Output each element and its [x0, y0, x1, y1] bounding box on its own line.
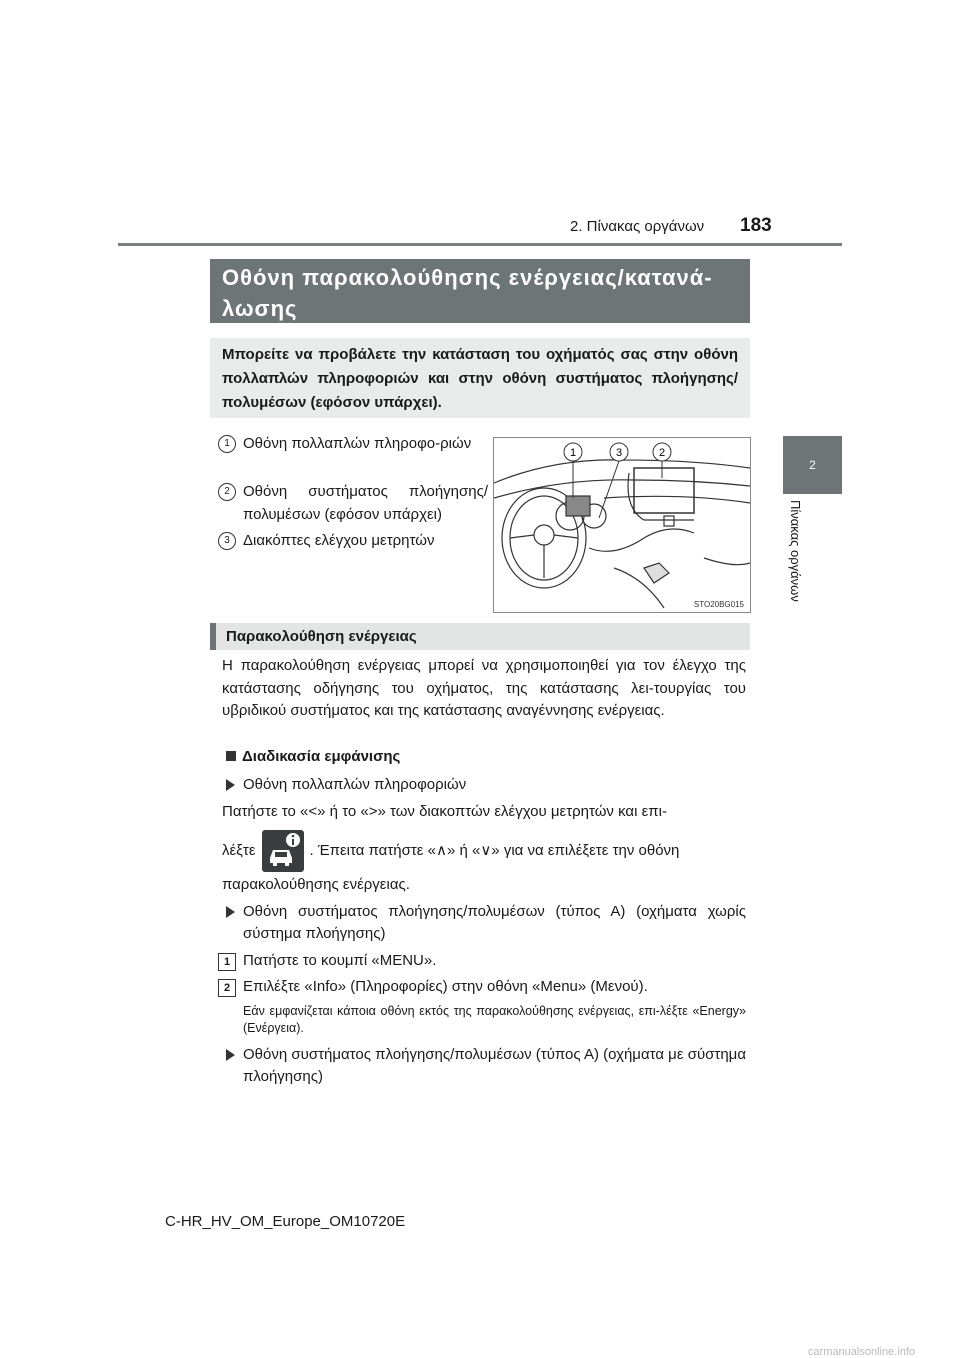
- chapter-header: 2. Πίνακας οργάνων: [570, 218, 705, 235]
- procedure-item: [226, 1044, 746, 1088]
- instruction-text: . Έπειτα πατήστε «∧» ή «∨» για να επιλέξετε την οθόνη: [309, 842, 680, 859]
- intro-text: Μπορείτε να προβάλετε την κατάσταση του οχήματός σας στην οθόνη πολλαπλών πληροφοριών και στην οθόνη συστήματος πλοήγησης/πολυμέσων (εφόσον υπάρχει).: [210, 338, 750, 418]
- step-number: 1: [218, 953, 236, 971]
- site-watermark: carmanualsonline.info: [808, 1346, 916, 1358]
- triangle-bullet-icon: [226, 906, 235, 918]
- legend-number: 1: [218, 435, 236, 453]
- chapter-tab-label-wrap: [788, 500, 838, 620]
- section-paragraph: Η παρακολούθηση ενέργειας μπορεί να χρησιμοποιηθεί για τον έλεγχο της κατάστασης οδήγησης του οχήματος, της κατάστασης λει-τουργίας του υβριδικού συστήματος και της κατάστασης αναγέννησης ενέργειας.: [222, 657, 746, 719]
- step-text: Πατήστε το κουμπί «MENU».: [243, 952, 437, 969]
- procedure-item: [226, 901, 746, 945]
- triangle-bullet-icon: [226, 779, 235, 791]
- page-title: Οθόνη παρακολούθησης ενέργειας/κατανά-λωσης: [210, 259, 750, 323]
- legend-number: 3: [218, 532, 236, 550]
- header-rule: [118, 243, 842, 246]
- energy-monitor-icon: [262, 830, 304, 872]
- legend-number: 2: [218, 483, 236, 501]
- procedure-item: [226, 774, 746, 796]
- square-bullet-icon: [226, 751, 236, 761]
- procedure-step: [218, 976, 746, 998]
- procedure-item-text: Οθόνη συστήματος πλοήγησης/πολυμέσων (τύπος Α) (οχήματα χωρίς σύστημα πλοήγησης): [243, 903, 746, 942]
- legend-item: [218, 529, 488, 552]
- instruction-text: λέξτε: [222, 842, 256, 859]
- triangle-bullet-icon: [226, 1049, 235, 1061]
- legend-text: Οθόνη πολλαπλών πληροφο-ριών: [243, 435, 472, 452]
- procedure-instruction-line: παρακολούθησης ενέργειας.: [222, 876, 410, 893]
- chapter-tab-label: Πίνακας οργάνων: [788, 500, 803, 602]
- dashboard-illustration: [494, 438, 750, 612]
- legend-text: Οθόνη συστήματος πλοήγησης/ πολυμέσων (εφόσον υπάρχει): [243, 483, 488, 523]
- procedure-heading: [226, 748, 400, 765]
- section-heading: Παρακολούθηση ενέργειας: [210, 623, 750, 650]
- step-text: Επιλέξτε «Info» (Πληροφορίες) στην οθόνη «Menu» (Μενού).: [243, 978, 648, 995]
- callout-label: 1: [569, 447, 577, 459]
- step-number: 2: [218, 979, 236, 997]
- page-number: 183: [740, 215, 772, 236]
- callout-label: 2: [658, 447, 666, 459]
- procedure-step: [218, 950, 746, 972]
- legend-item: [218, 480, 488, 526]
- legend-item: [218, 432, 488, 455]
- procedure-instruction-line: Πατήστε το «<» ή το «>» των διακοπτών ελέγχου μετρητών και επι-: [222, 803, 667, 820]
- procedure-note: Εάν εμφανίζεται κάποια οθόνη εκτός της παρακολούθησης ενέργειας, επι-λέξτε «Energy» (Ενέργεια).: [243, 1004, 746, 1035]
- callout-label: 3: [615, 447, 623, 459]
- procedure-item-text: Οθόνη συστήματος πλοήγησης/πολυμέσων (τύπος Α) (οχήματα με σύστημα πλοήγησης): [243, 1046, 746, 1085]
- figure-code: STO20BG015: [693, 600, 744, 609]
- procedure-heading-text: Διαδικασία εμφάνισης: [242, 748, 401, 765]
- manual-code: C-HR_HV_OM_Europe_OM10720E: [165, 1213, 406, 1230]
- chapter-tab: 2: [783, 436, 842, 494]
- procedure-instruction-line: [222, 828, 746, 874]
- procedure-item-text: Οθόνη πολλαπλών πληροφοριών: [243, 776, 467, 793]
- legend-text: Διακόπτες ελέγχου μετρητών: [243, 532, 435, 549]
- dashboard-figure: [493, 437, 751, 613]
